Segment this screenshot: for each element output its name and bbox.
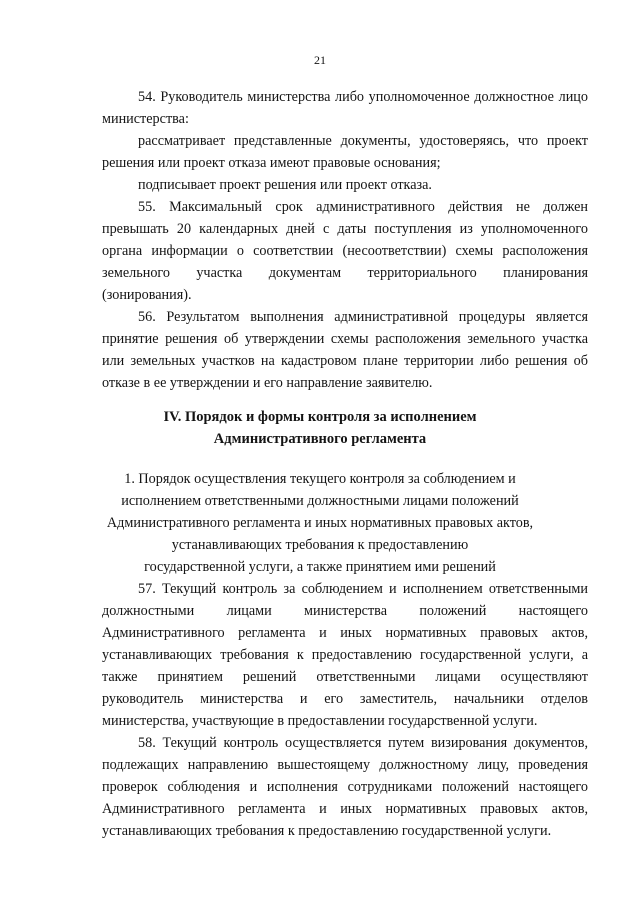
- subsection-heading-line-3: Административного регламента и иных нормативных правовых актов,: [106, 515, 534, 531]
- paragraph-54: 54. Руководитель министерства либо уполномоченное должностное лицо министерства:: [102, 89, 588, 127]
- section-heading-line-1: IV. Порядок и формы контроля за исполнением: [163, 409, 477, 425]
- paragraph-55: 55. Максимальный срок административного действия не должен превышать 20 календарных дней с даты поступления из уполномоченного органа информации о соответствии (несоответствии) схемы расположения земельного участка документам территориального планирования (зонирования).: [102, 199, 588, 303]
- paragraph-58: 58. Текущий контроль осуществляется путем визирования документов, подлежащих направлению вышестоящему должностному лицу, проведения проверок соблюдения и исполнения сотрудниками положений настоящего Административного регламента и иных нормативных правовых актов, устанавливающих требования к предоставлению государственной услуги.: [102, 735, 588, 839]
- paragraphs-54-56: [102, 86, 588, 394]
- paragraph-56: 56. Результатом выполнения административной процедуры является принятие решения об утверждении схемы расположения земельного участка или земельных участков на кадастровом плане территории либо решения об отказе в ее утверждении и его направление заявителю.: [102, 309, 588, 391]
- subsection-heading-line-2: исполнением ответственными должностными лицами положений: [121, 493, 519, 509]
- paragraph-54-item-2: подписывает проект решения или проект отказа.: [138, 177, 432, 193]
- subsection-heading: [0, 468, 640, 578]
- subsection-heading-line-5: государственной услуги, а также принятием ими решений: [144, 559, 496, 575]
- section-heading-line-2: Административного регламента: [213, 431, 427, 447]
- paragraphs-57-58: [102, 578, 588, 842]
- subsection-heading-line-1: 1. Порядок осуществления текущего контроля за соблюдением и: [124, 471, 516, 487]
- paragraph-54-item-1: рассматривает представленные документы, удостоверяясь, что проект решения или проект отказа имеют правовые основания;: [102, 133, 588, 171]
- page-number: 21: [314, 53, 326, 67]
- section-heading: [0, 406, 640, 450]
- paragraph-57: 57. Текущий контроль за соблюдением и исполнением ответственными должностными лицами министерства положений настоящего Административного регламента и иных нормативных правовых актов, устанавливающих требования к предоставлению государственной услуги, а также принятием решений ответственными лицами осуществляют руководитель министерства и его заместитель, начальники отделов министерства, участвующие в предоставлении государственной услуги.: [102, 581, 588, 729]
- subsection-heading-line-4: устанавливающих требования к предоставлению: [171, 537, 469, 553]
